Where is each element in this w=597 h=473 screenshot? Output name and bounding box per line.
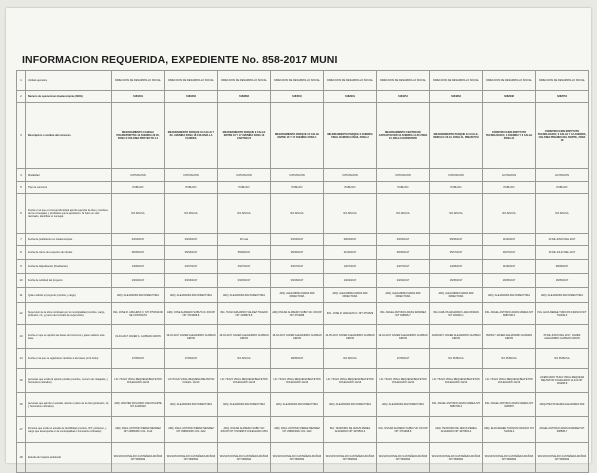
- row-number: 8: [17, 246, 26, 260]
- table-cell: PUBLICO: [271, 182, 324, 194]
- table-cell: 17/05/2017: [377, 349, 430, 369]
- table-cell: ANGEL ANTONIO ARIAS RAMIREZ NIT 308508-7: [536, 417, 589, 443]
- table-cell: ARQ. OSCAR ALFREDO SUBUYUC JOCOP NIT 3719998 8 COLEGIADO 2351: [218, 417, 271, 443]
- table-cell: 19-04-2017 JAVIER ALEJANDRO GUZMAN GIRON: [377, 325, 430, 349]
- table-cell: ING. ANGEL ANTONIO ARIAS MAREA NIT 8089708-3: [430, 393, 483, 417]
- table-cell: ARQ. ALEJANDRA MARIA PAZ DIRECTORA: [324, 288, 377, 303]
- table-cell: 17/05/2017: [112, 349, 165, 369]
- table-cell: 16/05/2017: [430, 274, 483, 288]
- table-cell: WILSON DONALDO CASTAÑEDA MUÑOZ NIT 5690692: [324, 443, 377, 473]
- row-number: 5: [17, 182, 26, 194]
- table-cell: 14/06/2017 JAVIER ALEJANDRO GUZMAN GIRON: [430, 325, 483, 349]
- table-cell: WILSON DONALDO CASTAÑEDA MUÑOZ NIT 5690692: [430, 443, 483, 473]
- table-row: [17, 71, 589, 91]
- table-cell: 03/03/2017: [271, 274, 324, 288]
- table-cell: 19-04-2017 JAVIER A. GUZMAN GIRON: [112, 325, 165, 349]
- table-row: [17, 443, 589, 473]
- table-cell: 6182919: [324, 91, 377, 103]
- table-cell: MEJORAMIENTO PARQUE 12 CALLE ENTRE 16 Y 17 AVENIDA ZONA 1: [271, 103, 324, 169]
- row-number: 7: [17, 234, 26, 246]
- table-cell: ARQ. ALEJANDRA PAZ DIRECTORA: [165, 288, 218, 303]
- table-cell: 03/03/2017: [165, 274, 218, 288]
- table-cell: 16/05/2017: [536, 274, 589, 288]
- table-cell: 03/03/2017: [271, 234, 324, 246]
- row-label: Fecha en el que el concejo Municipal aprobo ejecutar la obra y nombres de los concejales y sindicatos que la aprobaron. Si hubo un voto razonado, identificar el concejal.: [26, 194, 112, 234]
- table-cell: 05/06/2017: [271, 246, 324, 260]
- document-sheet: [6, 8, 591, 463]
- table-cell: 14/06/2017: [112, 260, 165, 274]
- table-cell: COTIZACION: [112, 169, 165, 182]
- table-cell: WILSON DONALDO CASTAÑEDA MUÑOZ NIT 5690692: [271, 443, 324, 473]
- table-row: [17, 194, 589, 234]
- row-label: Fecha de Adjudicacion (finalizacion): [26, 260, 112, 274]
- table-cell: LIC. HUGO VIDAL REQUENA BELTETON COLEGIADO 11213: [112, 369, 165, 393]
- table-cell: ARQ. ALEJANDRA PAZ DIRECTORA: [271, 393, 324, 417]
- table-cell: DIRECCION DE DESARROLLO SOCIAL: [165, 71, 218, 91]
- table-cell: 05/06/2017: [218, 246, 271, 260]
- row-number: 16: [17, 393, 26, 417]
- table-cell: 17/05/2017: [165, 349, 218, 369]
- row-number: 2: [17, 91, 26, 103]
- table-cell: ARQUITECTA MARIA ALEJANDRA PAZ: [536, 393, 589, 417]
- table-cell: 03/07/2017: [218, 260, 271, 274]
- table-cell: ARQ. ALEJANDRA PAZ DIRECTORA: [483, 288, 536, 303]
- table-cell: ARQ. ALEJANDRA PAZ DIRECTORA: [218, 393, 271, 417]
- table-cell: PUBLICO: [165, 182, 218, 194]
- table-cell: NO PUBLICA: [536, 349, 589, 369]
- table-cell: ARQ. RAUL ANTONIO PEREZ MENDEZ NIT 2986630K COL. 1112: [112, 417, 165, 443]
- table-cell: DIRECCION DE DESARROLLO SOCIAL: [430, 71, 483, 91]
- table-cell: LIC. HUGO VIDAL REQUENA BELTETON COLEGIADO 11213: [324, 369, 377, 393]
- row-number: 17: [17, 417, 26, 443]
- table-cell: WILSON DONALDO CASTAÑEDA MUÑOZ NIT 5690692: [536, 443, 589, 473]
- table-row: [17, 417, 589, 443]
- table-cell: ING. JOSE R. ARGUETA O. NIT 3751529-90 SE CONTRATO: [112, 303, 165, 325]
- table-row: [17, 234, 589, 246]
- table-cell: DIRECCION DE DESARROLLO SOCIAL: [536, 71, 589, 91]
- row-label: Fecha de publicacion en Guatecompras: [26, 234, 112, 246]
- row-label: Unidad ejecutora: [26, 71, 112, 91]
- table-cell: LICITACION: [536, 169, 589, 182]
- table-cell: ING. OSCAR ALFREDO SUBUYUC JOCOP NIT 3719998-8: [377, 417, 430, 443]
- table-cell: NO APLICA: [165, 194, 218, 234]
- table-cell: 6282938: [483, 91, 536, 103]
- table-cell: 26 DE JULIO DEL 2017: [536, 246, 589, 260]
- table-cell: 18-04-2017 JAVIER ALEJANDRO GUZMAN GIRON: [218, 325, 271, 349]
- table-cell: WILSON DONALDO CASTAÑEDA MUÑOZ NIT 5690692: [483, 443, 536, 473]
- row-number: 15: [17, 369, 26, 393]
- table-cell: NO APLICA: [377, 194, 430, 234]
- table-cell: 16/05/2017: [483, 274, 536, 288]
- row-number: 1: [17, 71, 26, 91]
- table-cell: 03/03/2017: [218, 274, 271, 288]
- table-cell: 6184219: [112, 91, 165, 103]
- table-cell: 24/04/2017: [324, 274, 377, 288]
- table-cell: ARQ. ALEJANDRA MARIA PAZ DIRECTORA: [430, 288, 483, 303]
- table-cell: NO APLICA: [430, 194, 483, 234]
- table-cell: 11/06/2017: [483, 234, 536, 246]
- table-cell: 6184510: [271, 91, 324, 103]
- table-cell: WILSON DONALDO CASTAÑEDA MUÑOZ NIT 5690692: [112, 443, 165, 473]
- table-cell: ARQ.OSCAR ALFREDO SUBUYUC JOCOP NIT 3719998: [271, 303, 324, 325]
- table-cell: ING. TEODORO DE JESUS PEREA ALVARADO NIT 4076503-4: [324, 417, 377, 443]
- table-cell: LIC. HUGO VIDAL REQUENA BELTETON COLEGIADO 11213: [377, 369, 430, 393]
- row-label: personas que emitio la opinion juridica (nombre, numero de colegiado, y honorarios cobrados): [26, 369, 112, 393]
- table-cell: ARQ. ALEJANDRA PAZ DIRECTORA: [165, 393, 218, 417]
- table-cell: NO PUBLICA: [483, 349, 536, 369]
- table-cell: MEJORAMIENTO PARQUE 6 AVENIDA FINAL RAMON CAÑAS, ZONA 2: [324, 103, 377, 169]
- row-label: Fecha en la que se registraron cambios a las bases (si la hubo): [26, 349, 112, 369]
- row-number: 18: [17, 443, 26, 473]
- table-cell: 6183484: [165, 91, 218, 103]
- table-cell: PUBLICO: [377, 182, 430, 194]
- table-cell: PUBLICO: [112, 182, 165, 194]
- table-cell: NO APLICA: [218, 349, 271, 369]
- table-cell: 08/03/2017: [324, 234, 377, 246]
- row-number: 12: [17, 303, 26, 325]
- table-cell: ING. ANGEL ANTONIO ARIAS RAMIREZ NIT 308508-7: [377, 303, 430, 325]
- table-cell: MEJORAMIENTO CENTRO DE CAPACITACION 16 AVENIDA 11-56 ZONA 21, BELLO HORIZONTE: [377, 103, 430, 169]
- row-number: 4: [17, 169, 26, 182]
- table-cell: LICENCIADO HUGO VIDAL REQUENA BELTETON COLEGIADO 11,213 NIT 181296-8: [536, 369, 589, 393]
- table-cell: ARQ. ALEJANDRA PAZ DIRECTORA: [377, 393, 430, 417]
- table-row: [17, 182, 589, 194]
- table-cell: COTIZACION: [271, 169, 324, 182]
- table-cell: COTIZACION: [377, 169, 430, 182]
- table-cell: 6184251: [377, 91, 430, 103]
- table-cell: NO APLICA: [324, 349, 377, 369]
- table-cell: NO APLICA: [483, 194, 536, 234]
- table-cell: 14/08/2017: [430, 260, 483, 274]
- table-cell: 05 DE JUNIO DEL 2017, JAVIER ALEJANDRO GUZMAN GIRON: [536, 325, 589, 349]
- table-cell: PUBLICO: [324, 182, 377, 194]
- table-cell: ING. ANGEL ANTONIO ARIAS MAREA NIT 8089708-3: [483, 303, 536, 325]
- table-cell: 6464862: [430, 91, 483, 103]
- table-cell: LIC HUGO VIDAL REQUENA BELTETON COLEG. 11213: [165, 369, 218, 393]
- table-cell: NO APLICA: [112, 194, 165, 234]
- table-cell: MEJORAMIENTO PARQUE 10 CALLE Y 8A. AVENIDA ZONA 18 COLONIA LA FLORIDA: [165, 103, 218, 169]
- table-cell: LIC. HUGO VIDAL REQUENA BELTETON COLEGIADO 11213: [483, 369, 536, 393]
- table-cell: DIRECCION DE DESARROLLO SOCIAL: [324, 71, 377, 91]
- table-cell: 03/03/2017: [165, 234, 218, 246]
- row-label: personas que aprobo el estudio, diseño o plano de la obra (profesion, nit, y honorarios cobrados): [26, 393, 112, 417]
- table-cell: COTIZACION: [218, 169, 271, 182]
- table-cell: MEJORAMIENTO CANCHA POLIDEPORTIVA 10 AVENIDA 23-35, ZONA 6 COLONIA PROYECTO 4-1: [112, 103, 165, 169]
- table-cell: 19-04-2017 JAVIER ALEJANDRO GUZMAN GIRON: [165, 325, 218, 349]
- table-cell: NO APLICA: [536, 194, 589, 234]
- table-cell: NO APLICA: [271, 194, 324, 234]
- table-cell: 6183883: [218, 91, 271, 103]
- table-cell: 03 mas: [218, 234, 271, 246]
- table-cell: WILSON DONALDO CASTAÑEDA MUÑOZ NIT 5690692: [377, 443, 430, 473]
- table-cell: 18-04-2017 JAVIER ALEJANDRO GUZMAN GIRON: [271, 325, 324, 349]
- table-cell: LICITACION: [483, 169, 536, 182]
- table-cell: ARQ. ALEJANDRA PAZ DIRECTORA: [324, 393, 377, 417]
- table-cell: COTIZACION: [430, 169, 483, 182]
- table-row: [17, 260, 589, 274]
- document-title: INFORMACION REQUERIDA, EXPEDIENTE No. 858-2017 MUNI: [22, 54, 338, 66]
- table-row: [17, 246, 589, 260]
- table-row: [17, 288, 589, 303]
- table-row: [17, 91, 589, 103]
- table-cell: ARQ. WALTER ROLANDO LIMA DUARTE NIT 41266118: [112, 393, 165, 417]
- table-cell: ARQ. RAUL ANTONIO PEREZ MENDEZ NIT 29866300K COL 1112: [165, 417, 218, 443]
- row-number: 13: [17, 325, 26, 349]
- table-cell: 18/05/2017: [271, 349, 324, 369]
- table-cell: 05/07/2017: [430, 246, 483, 260]
- table-cell: DIRECCION DE DESARROLLO SOCIAL: [483, 71, 536, 91]
- table-cell: ING. ELVA RENEE TURCIOS FRANCO NIT 702049-3: [536, 303, 589, 325]
- table-cell: ARQ. JOSE ALFREDO SUBUYUC JOCOP NIT 3719998-8: [165, 303, 218, 325]
- table-cell: ING. HUGO EDUARDO VALDEZ TOLEDO NIT 4198874-8: [218, 303, 271, 325]
- table-cell: 23/02/2017: [112, 274, 165, 288]
- table-cell: 14/07/2017: [324, 260, 377, 274]
- table-cell: NO PUBLICA: [430, 349, 483, 369]
- table-cell: ARQ. TEODORO DE JESUS PEREA ALVARADO NIT 4076503-4: [430, 417, 483, 443]
- row-label: Persona que emitio el estudio de factibilidad (nombre, NIT, profesion, y cargo que desempeña en la municipalidad o honorarios cobrados): [26, 417, 112, 443]
- table-cell: PUBLICO: [536, 182, 589, 194]
- row-label: Tipo de concurso: [26, 182, 112, 194]
- table-cell: 6282554: [536, 91, 589, 103]
- table-cell: ARQ. ALEJANDRA MARIA PAZ DIRECTORA: [271, 288, 324, 303]
- table-row: [17, 349, 589, 369]
- table-cell: DIRECCION DE DESARROLLO SOCIAL: [377, 71, 430, 91]
- table-cell: ING. JOSE R. ARGUETA O. NIT 3751529: [324, 303, 377, 325]
- table-cell: ARQ. ALEJANDRA PAZ DIRECTORA: [536, 288, 589, 303]
- row-label: Fecha de cierre de recepcion de ofertas: [26, 246, 112, 260]
- row-number: 11: [17, 288, 26, 303]
- row-label: Fecha de solicitud del proyecto: [26, 274, 112, 288]
- table-cell: DIRECCION DE DESARROLLO SOCIAL: [271, 71, 324, 91]
- table-cell: CONSTRUCCION INSTITUTO TECNOLOGICO, 6 CALLE Y 12 AVENIDA, COLONIA PINARES DEL NORTE, ZONA 18: [536, 103, 589, 169]
- table-cell: ARQ. ELVA RENEE TURCIOS FRANCO NIT 702049-3: [483, 417, 536, 443]
- table-cell: PUBLICO: [218, 182, 271, 194]
- table-cell: 03/07/2017: [271, 260, 324, 274]
- table-cell: 05/06/2017: [112, 246, 165, 260]
- table-cell: WILSON DONALDO CASTAÑEDA MUÑOZ NIT 5690692: [165, 443, 218, 473]
- table-cell: LIC. HUGO VIDAL REQUENA BELTETON COLEGIADO 11213: [218, 369, 271, 393]
- row-number: 14: [17, 349, 26, 369]
- table-cell: MEJORAMIENTO PARQUE 9 CALLE ENTRE 18 Y 17 AVENIDA ZONA 16 CANTON 21: [218, 103, 271, 169]
- table-cell: LIC. HUGO VIDAL REQUENA BELTETON COLEGIADO 11213: [430, 369, 483, 393]
- table-cell: ARQ. ALEJANDRA PAZ DIRECTORA: [112, 288, 165, 303]
- row-label: Modalidad: [26, 169, 112, 182]
- table-cell: NO APLICA: [324, 194, 377, 234]
- table-row: [17, 103, 589, 169]
- table-cell: ING.CARLOS EDUARDO LARA MORAN NIT 261663-1: [430, 303, 483, 325]
- table-cell: ARQ. ALEJANDRA PAZ DIRECTORA: [218, 288, 271, 303]
- row-label: Estudio de impacto ambiental: [26, 443, 112, 473]
- table-cell: 11/08/2017: [483, 260, 536, 274]
- row-label: Supervisor de la obra nombrado por la municipalidad (nombre, cargo, profesion, nit, y precio del contrato de supervision): [26, 303, 112, 325]
- table-cell: 10-05-2017 JAVIER ALEJANDRO GUZMAN GIRON: [324, 325, 377, 349]
- table-cell: DIRECCION DE DESARROLLO SOCIAL: [218, 71, 271, 91]
- table-cell: 03/03/2017: [112, 234, 165, 246]
- table-cell: ING. ANGEL ANTONIO ARIAS MAREA NIT 3205587: [483, 393, 536, 417]
- table-cell: MEJORAMIENTO PARQUE 12 CALLE, MODULO 18-13, ZONA 21, RINABUYSI: [430, 103, 483, 169]
- table-cell: LIC. HUGO VIDAL REQUENA BELTETON COLEGIADO 11213: [271, 369, 324, 393]
- table-cell: 05/06/17 JAVIER ALEJANDRO GUZMAN GIRON: [483, 325, 536, 349]
- table-row: [17, 325, 589, 349]
- row-label: Descripcion o nombre del concurso: [26, 103, 112, 169]
- row-label: Numero de operaciones Guatecompras (NOG): [26, 91, 112, 103]
- table-row: [17, 274, 589, 288]
- row-label: Quien solicito el proyecto (nombre y cargo): [26, 288, 112, 303]
- table-cell: ARQ. RAUL ANTONIO PEREZ MENDEZ NIT 29866300K COL 1112: [271, 417, 324, 443]
- row-number: 9: [17, 260, 26, 274]
- table-row: [17, 369, 589, 393]
- table-cell: 05/06/2017: [165, 246, 218, 260]
- table-row: [17, 169, 589, 182]
- table-cell: ARQ. ALEJANDRA MARIA PAZ DIRECTORA: [377, 288, 430, 303]
- table-row: [17, 393, 589, 417]
- table-cell: 05/06/2017: [377, 246, 430, 260]
- table-cell: CONSTRUCCION INSTITUTO TECNOLOGICO, 4 AVENIDA Y 6 CALLE ZONA 21: [483, 103, 536, 169]
- table-cell: 16/07/2017: [483, 246, 536, 260]
- table-cell: 21/06/2017: [324, 246, 377, 260]
- row-number: 6: [17, 194, 26, 234]
- table-cell: 24/04/2017: [377, 274, 430, 288]
- table-cell: WILSON DONALDO CASTAÑEDA MUÑOZ NIT 5690692: [218, 443, 271, 473]
- row-label: Fecha en que se aprobo las bases del concurso y quien elaboro esta base: [26, 325, 112, 349]
- table-cell: 04/07/2017: [377, 260, 430, 274]
- table-cell: 20 DE JUNIO DEL 2017: [536, 234, 589, 246]
- row-number: 10: [17, 274, 26, 288]
- table-row: [17, 303, 589, 325]
- row-number: 3: [17, 103, 26, 169]
- table-cell: 08/09/2017: [536, 260, 589, 274]
- table-cell: DIRECCION DE DESARROLLO SOCIAL: [112, 71, 165, 91]
- table-cell: COTIZACION: [165, 169, 218, 182]
- info-table: [16, 70, 589, 473]
- table-cell: PUBLICO: [483, 182, 536, 194]
- table-cell: PUBLICO: [430, 182, 483, 194]
- table-cell: 03/07/2017: [165, 260, 218, 274]
- table-cell: NO APLICA: [218, 194, 271, 234]
- table-cell: 05/06/2017: [430, 234, 483, 246]
- table-cell: 03/03/2017: [377, 234, 430, 246]
- table-cell: COTIZACION: [324, 169, 377, 182]
